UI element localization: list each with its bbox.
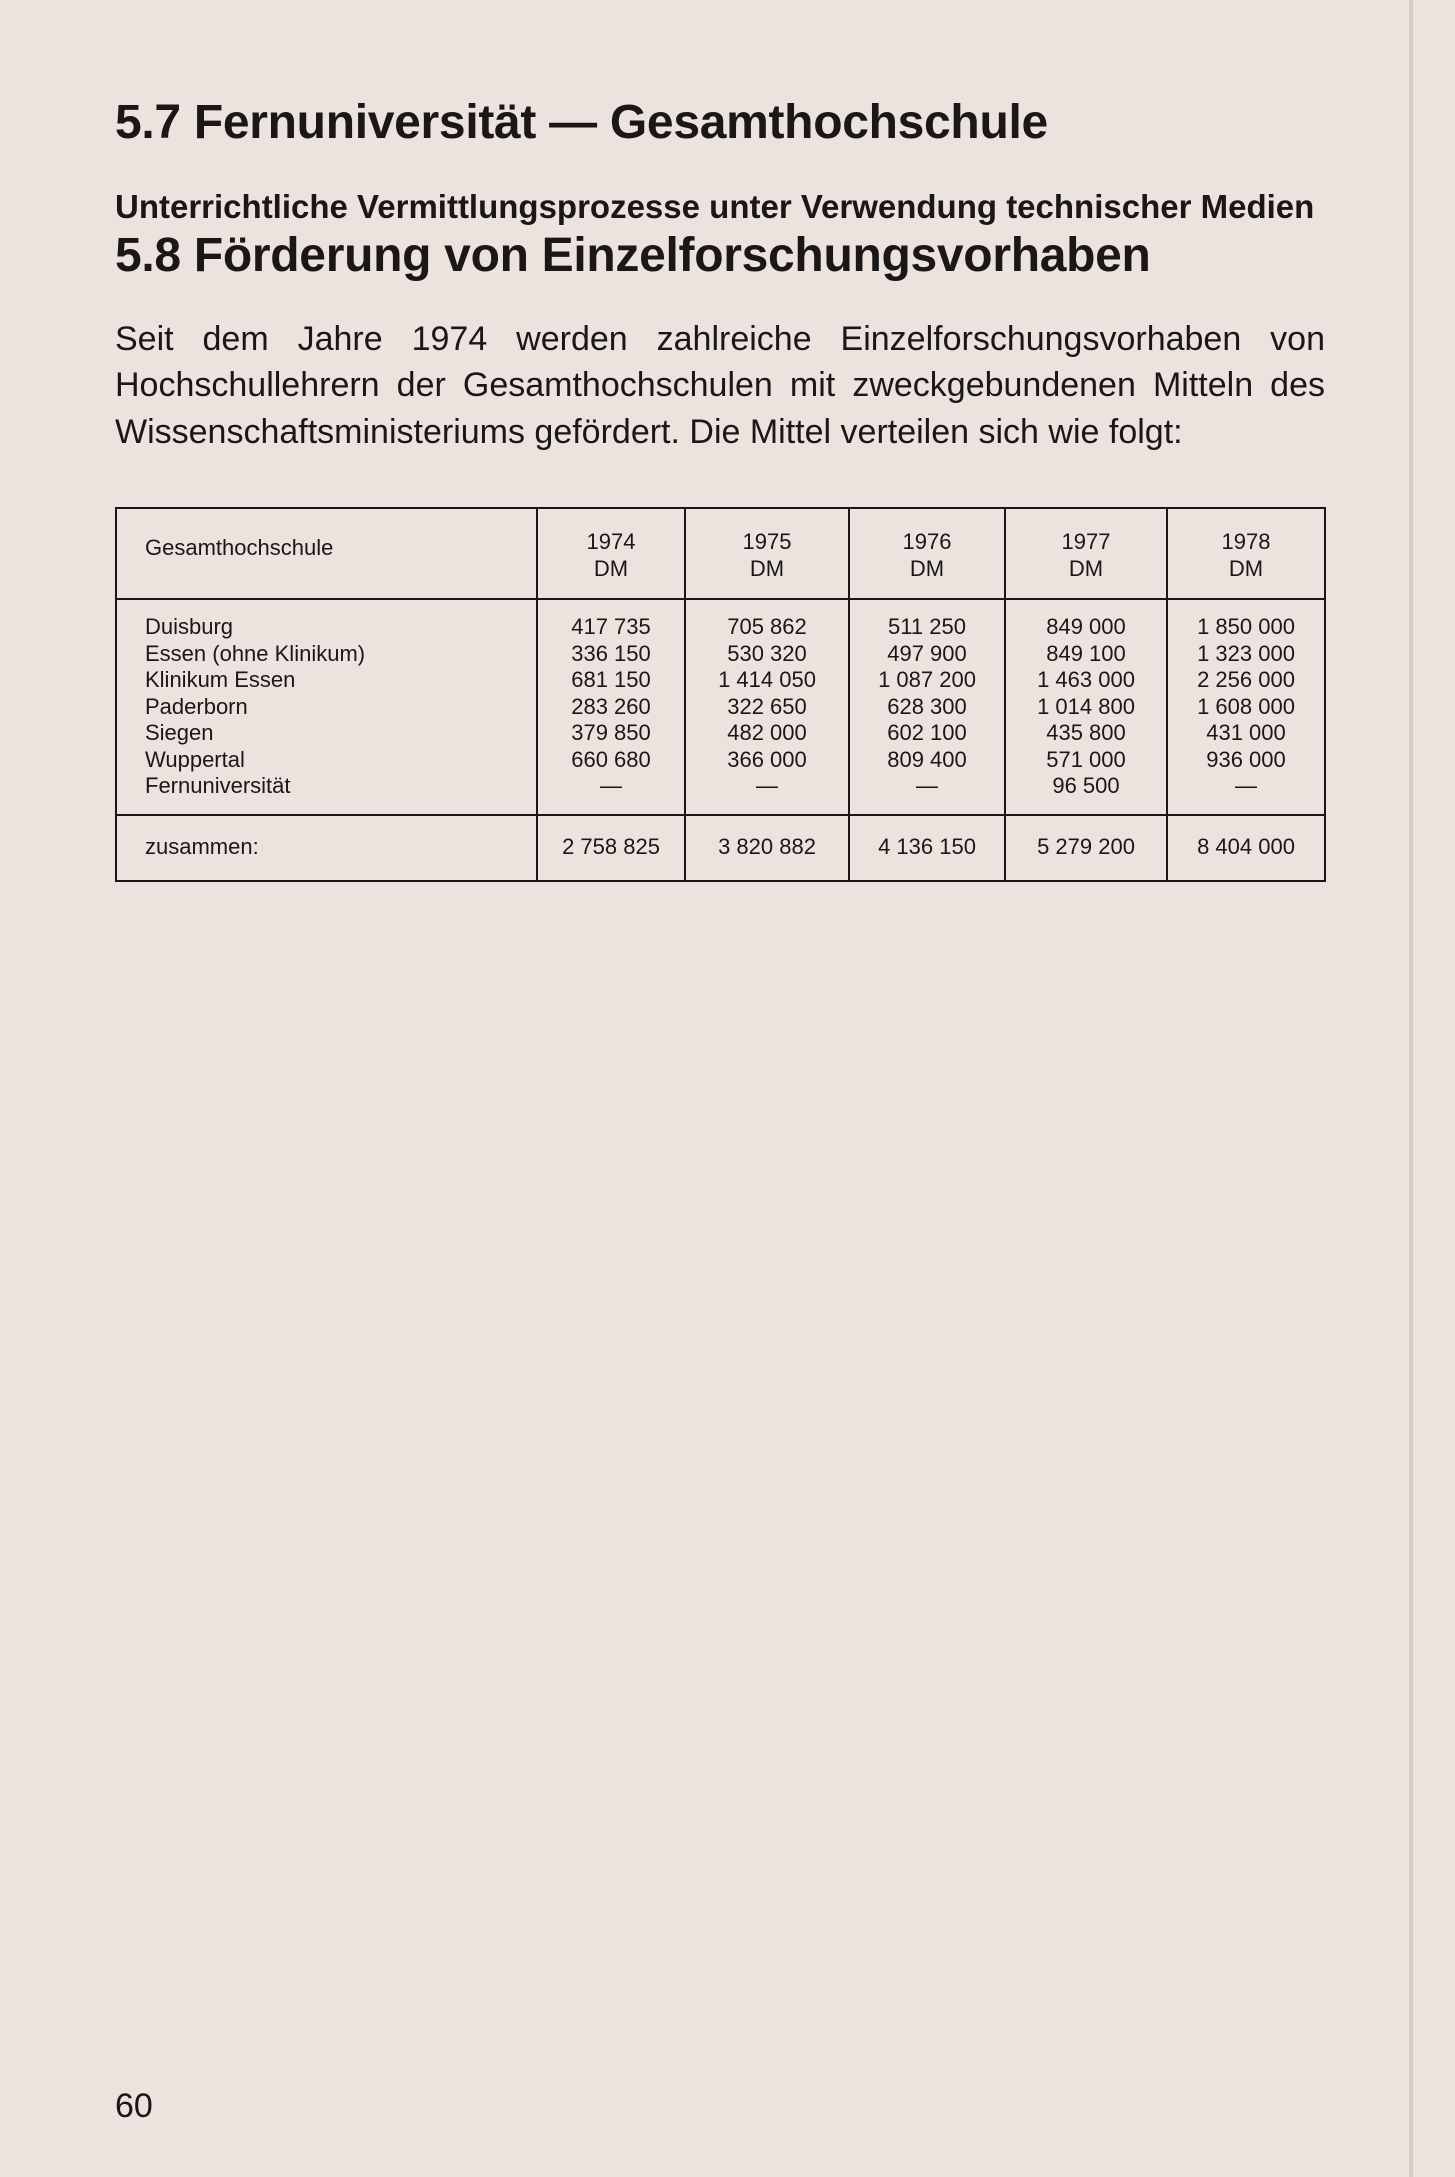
total-value: 8 404 000 <box>1167 815 1325 882</box>
amount-value: 1 323 000 <box>1197 640 1295 666</box>
amount-value: — <box>600 773 622 799</box>
funding-table <box>115 507 1326 882</box>
school-name: Wuppertal <box>145 746 245 772</box>
amount-value: 417 735 <box>571 614 651 640</box>
amount-value: 530 320 <box>727 640 807 666</box>
section-58-heading: 5.8 Förderung von Einzelforschungsvorhaben <box>115 229 1151 283</box>
amount-value: 336 150 <box>571 640 651 666</box>
total-value: 5 279 200 <box>1005 815 1167 882</box>
year-values-cell <box>685 599 849 815</box>
year-label: 1977 <box>1061 529 1111 555</box>
page-content <box>115 95 1325 882</box>
amount-value: — <box>916 773 938 799</box>
header-year <box>849 508 1005 599</box>
school-name: Paderborn <box>145 693 248 719</box>
year-values-cell <box>1167 599 1325 815</box>
amount-value: — <box>756 773 778 799</box>
year-label: 1975 <box>742 529 792 555</box>
page-spine <box>1409 0 1413 2177</box>
amount-value: 660 680 <box>571 746 651 772</box>
header-year <box>1167 508 1325 599</box>
total-value: 2 758 825 <box>537 815 685 882</box>
unit-label: DM <box>593 555 629 581</box>
page-number: 60 <box>115 2087 153 2125</box>
unit-label: DM <box>1228 555 1264 581</box>
amount-value: 849 000 <box>1046 614 1126 640</box>
total-value: 4 136 150 <box>849 815 1005 882</box>
section-57-subtitle: Unterrichtliche Vermittlungsprozesse unter Verwendung technischer Medien <box>115 188 1315 226</box>
section-58-paragraph: Seit dem Jahre 1974 werden zahlreiche Einzelforschungsvorhaben von Hochschullehrern der Gesamthochschulen mit zweckgebundenen Mitteln des Wissenschaftsministeriums gefördert. Die Mittel verteilen sich wie folgt: <box>115 319 1325 451</box>
amount-value: 322 650 <box>727 693 807 719</box>
school-names-cell <box>116 599 537 815</box>
amount-value: 705 862 <box>727 614 807 640</box>
amount-value: 1 463 000 <box>1037 667 1135 693</box>
year-values-cell <box>537 599 685 815</box>
year-values-cell <box>1005 599 1167 815</box>
amount-value: 497 900 <box>887 640 967 666</box>
amount-value: — <box>1235 773 1257 799</box>
amount-value: 849 100 <box>1046 640 1126 666</box>
amount-value: 602 100 <box>887 720 967 746</box>
header-year <box>1005 508 1167 599</box>
total-label: zusammen: <box>116 815 537 882</box>
amount-value: 1 850 000 <box>1197 614 1295 640</box>
year-label: 1978 <box>1221 529 1271 555</box>
amount-value: 96 500 <box>1052 773 1120 799</box>
school-name: Essen (ohne Klinikum) <box>145 640 366 666</box>
unit-label: DM <box>749 555 785 581</box>
header-year <box>537 508 685 599</box>
amount-value: 1 087 200 <box>878 667 976 693</box>
amount-value: 511 250 <box>888 614 966 640</box>
table-total-row <box>116 815 1325 882</box>
amount-value: 1 014 800 <box>1037 693 1135 719</box>
total-value: 3 820 882 <box>685 815 849 882</box>
amount-value: 1 414 050 <box>718 667 816 693</box>
amount-value: 628 300 <box>887 693 967 719</box>
amount-value: 379 850 <box>571 720 651 746</box>
amount-value: 1 608 000 <box>1197 693 1295 719</box>
year-values-cell <box>849 599 1005 815</box>
section-57-heading: 5.7 Fernuniversität — Gesamthochschule <box>115 96 1048 149</box>
amount-value: 571 000 <box>1046 746 1126 772</box>
amount-value: 482 000 <box>727 720 807 746</box>
school-name: Duisburg <box>145 614 234 640</box>
year-label: 1974 <box>586 529 636 555</box>
year-label: 1976 <box>902 529 952 555</box>
unit-label: DM <box>909 555 945 581</box>
amount-value: 283 260 <box>571 693 651 719</box>
amount-value: 2 256 000 <box>1197 667 1295 693</box>
amount-value: 431 000 <box>1206 720 1286 746</box>
amount-value: 366 000 <box>727 746 807 772</box>
amount-value: 681 150 <box>571 667 651 693</box>
unit-label: DM <box>1068 555 1104 581</box>
school-name: Siegen <box>145 720 214 746</box>
school-name: Klinikum Essen <box>145 667 296 693</box>
table-header-row <box>116 508 1325 599</box>
amount-value: 809 400 <box>887 746 967 772</box>
table-body-row <box>116 599 1325 815</box>
amount-value: 936 000 <box>1206 746 1286 772</box>
amount-value: 435 800 <box>1046 720 1126 746</box>
school-name: Fernuniversität <box>145 773 291 799</box>
header-year <box>685 508 849 599</box>
header-school: Gesamthochschule <box>116 508 537 599</box>
